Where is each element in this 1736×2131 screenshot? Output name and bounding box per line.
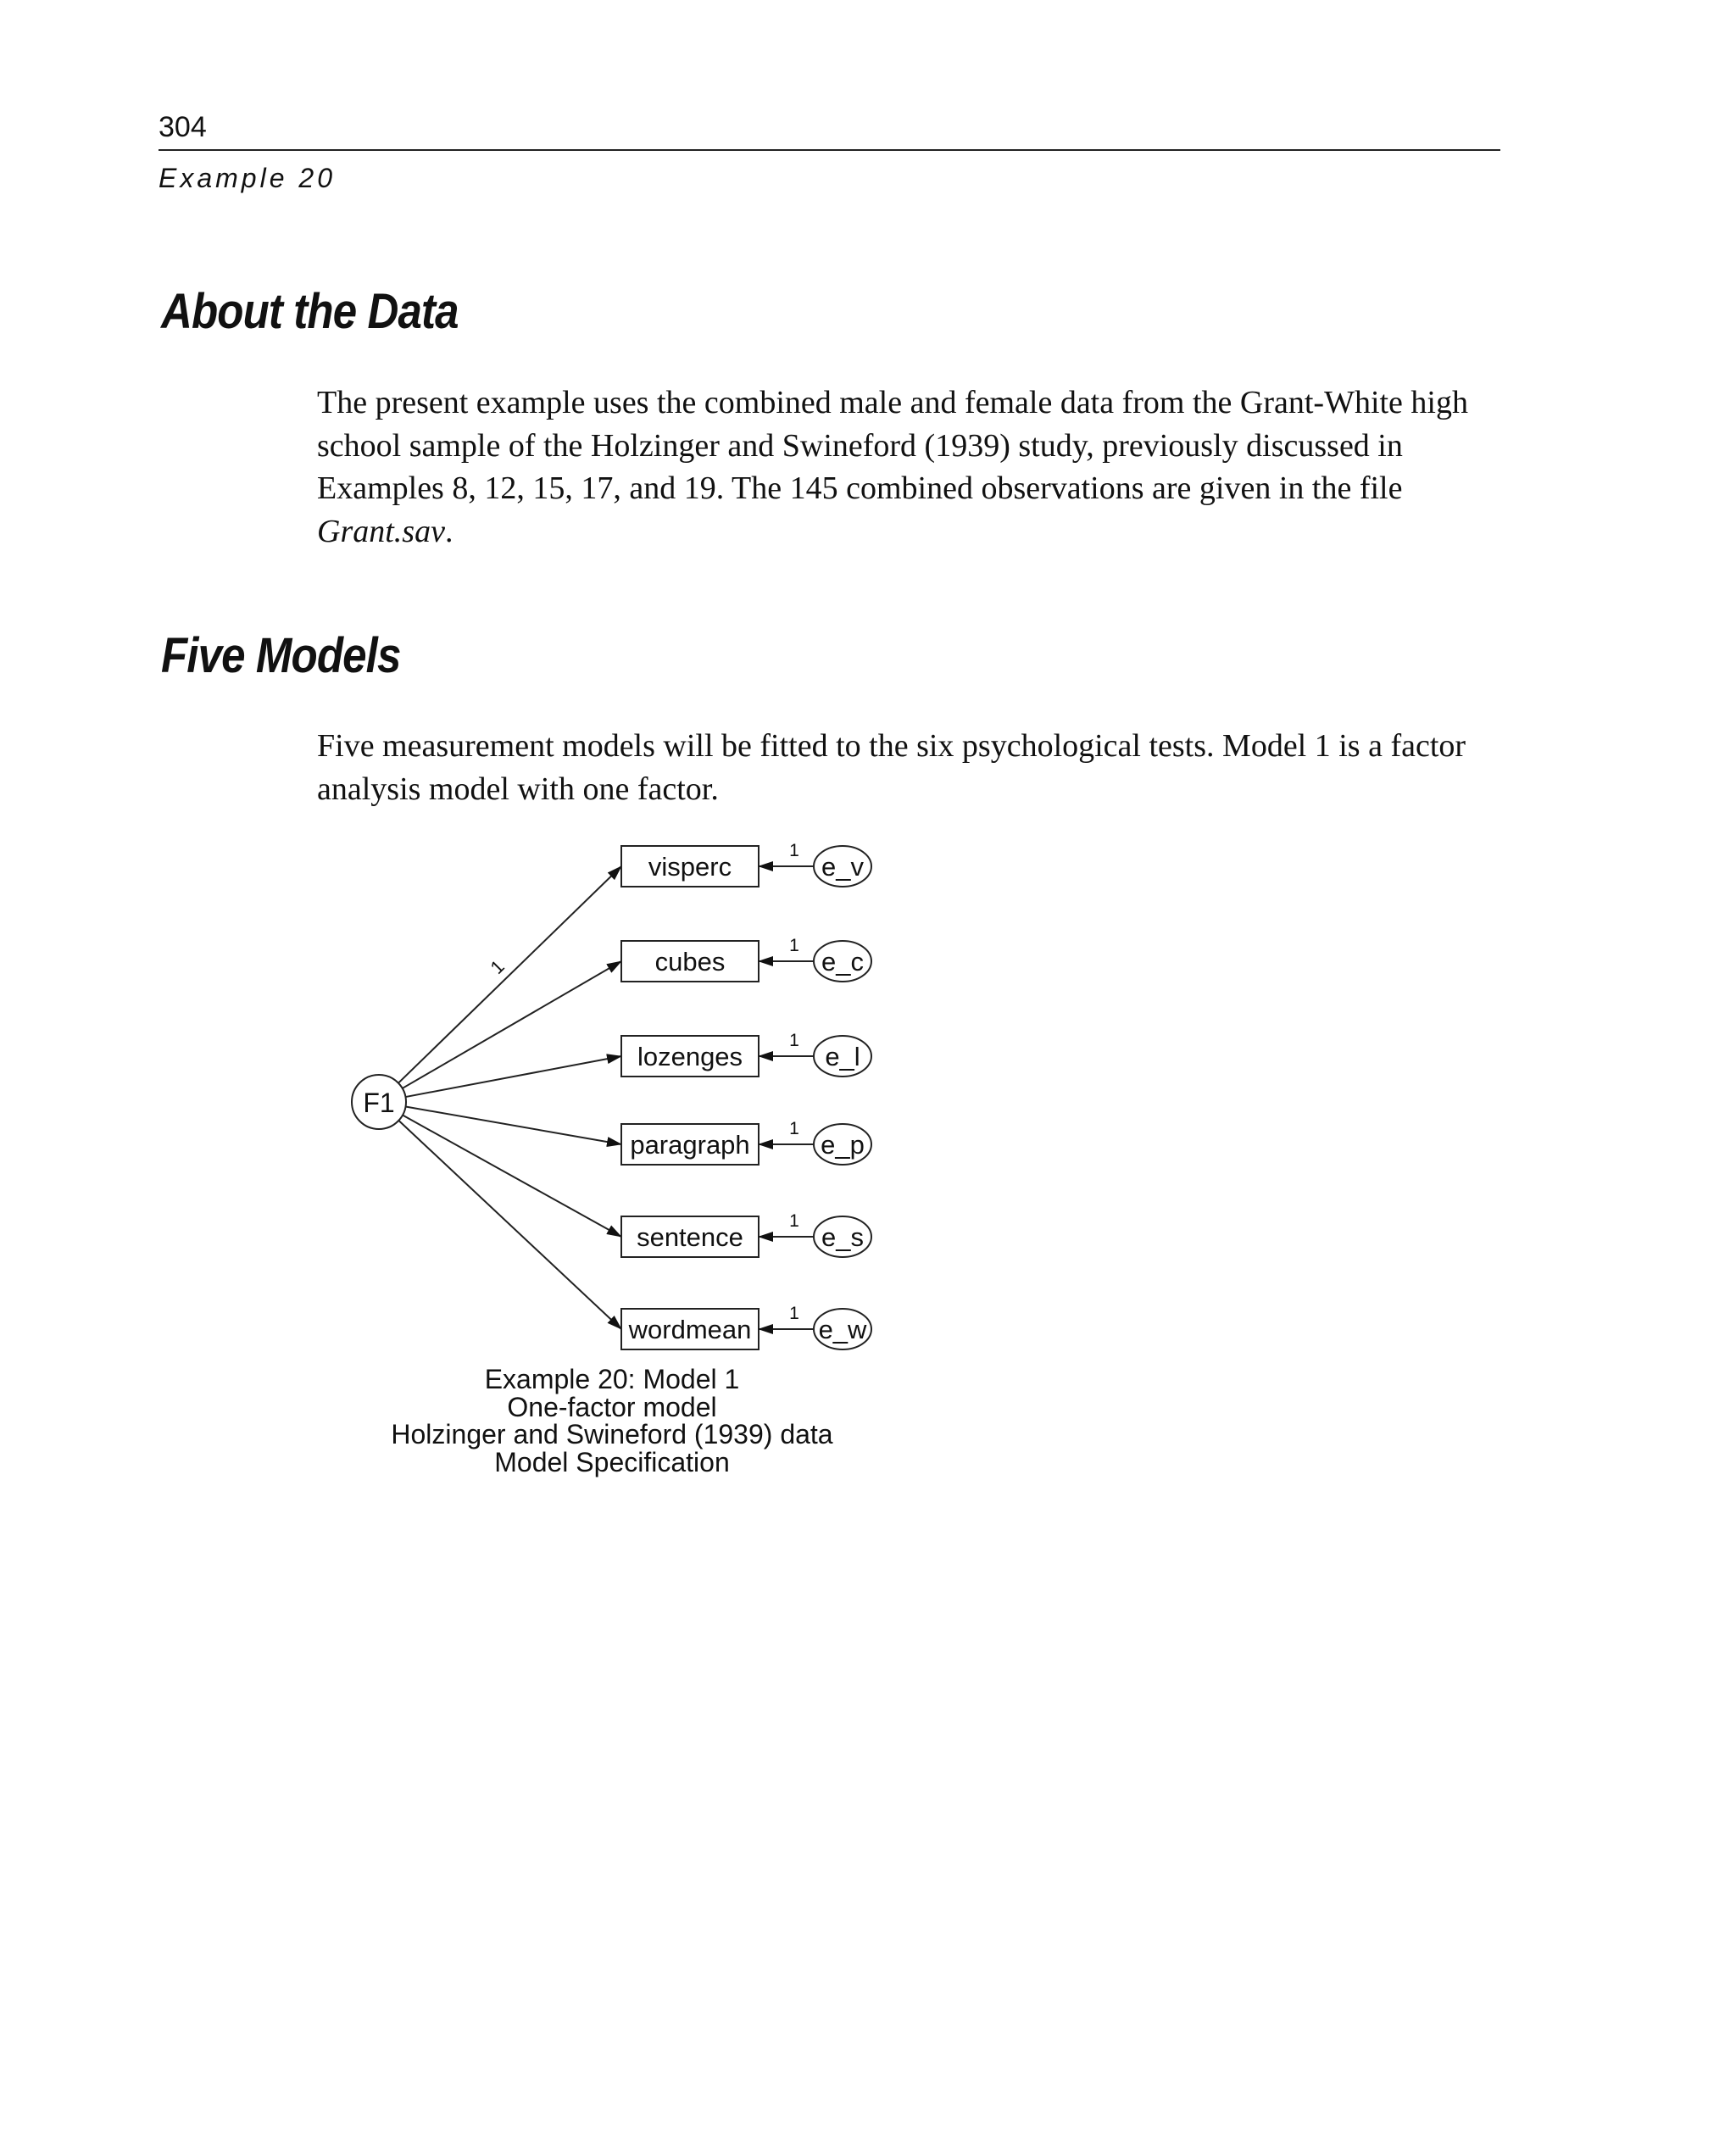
factor-path-lozenges <box>405 1056 621 1097</box>
error-weight-label: 1 <box>789 936 799 955</box>
factor-node <box>352 1075 406 1129</box>
error-label-e_v: e_v <box>821 852 864 882</box>
observed-label-cubes: cubes <box>654 947 726 976</box>
observed-row-lozenges <box>405 1031 871 1097</box>
error-weight-label: 1 <box>789 1119 799 1138</box>
about-data-text: The present example uses the combined male and female data from the Grant-White high school sample of the Holzinger and Swineford (1939) study, previously discussed in Examples 8, 12, 15, 17, and 19. The 145 combined observations are given in the file <box>317 385 1468 506</box>
observed-label-paragraph: paragraph <box>630 1130 750 1160</box>
section-heading-five-models: Five Models <box>161 628 401 683</box>
caption-line-2: One-factor model <box>507 1392 717 1422</box>
error-label-e_l: e_l <box>825 1042 860 1071</box>
observed-label-wordmean: wordmean <box>628 1315 752 1344</box>
section-heading-about-the-data: About the Data <box>161 284 459 339</box>
page-number: 304 <box>159 111 207 143</box>
observed-label-visperc: visperc <box>648 852 732 882</box>
caption-line-4: Model Specification <box>494 1447 730 1477</box>
factor-path-visperc <box>398 866 621 1083</box>
diagram-caption <box>391 1364 832 1477</box>
factor-path-sentence <box>403 1116 621 1237</box>
file-name: Grant.sav <box>317 513 445 549</box>
error-label-e_c: e_c <box>821 947 864 976</box>
error-weight-label: 1 <box>789 1211 799 1231</box>
error-label-e_p: e_p <box>821 1130 865 1160</box>
factor-label: F1 <box>363 1088 395 1118</box>
observed-label-lozenges: lozenges <box>637 1042 743 1071</box>
factor-path-cubes <box>403 961 621 1088</box>
error-label-e_w: e_w <box>818 1315 867 1344</box>
error-weight-label: 1 <box>789 1031 799 1050</box>
factor-path-paragraph <box>406 1107 621 1144</box>
factor-path-wordmean <box>398 1121 621 1329</box>
error-weight-label: 1 <box>789 841 799 860</box>
caption-line-3: Holzinger and Swineford (1939) data <box>391 1419 833 1449</box>
five-models-paragraph: Five measurement models will be fitted to the six psychological tests. Model 1 is a factor analysis model with one factor. <box>317 728 1466 807</box>
about-data-period: . <box>444 513 453 549</box>
loading-label: 1 <box>486 955 509 978</box>
observed-label-sentence: sentence <box>637 1222 743 1252</box>
observed-variables <box>398 841 871 1349</box>
error-weight-label: 1 <box>789 1304 799 1323</box>
caption-line-1: Example 20: Model 1 <box>484 1364 740 1394</box>
error-label-e_s: e_s <box>821 1222 864 1252</box>
running-head: Example 20 <box>159 163 336 193</box>
